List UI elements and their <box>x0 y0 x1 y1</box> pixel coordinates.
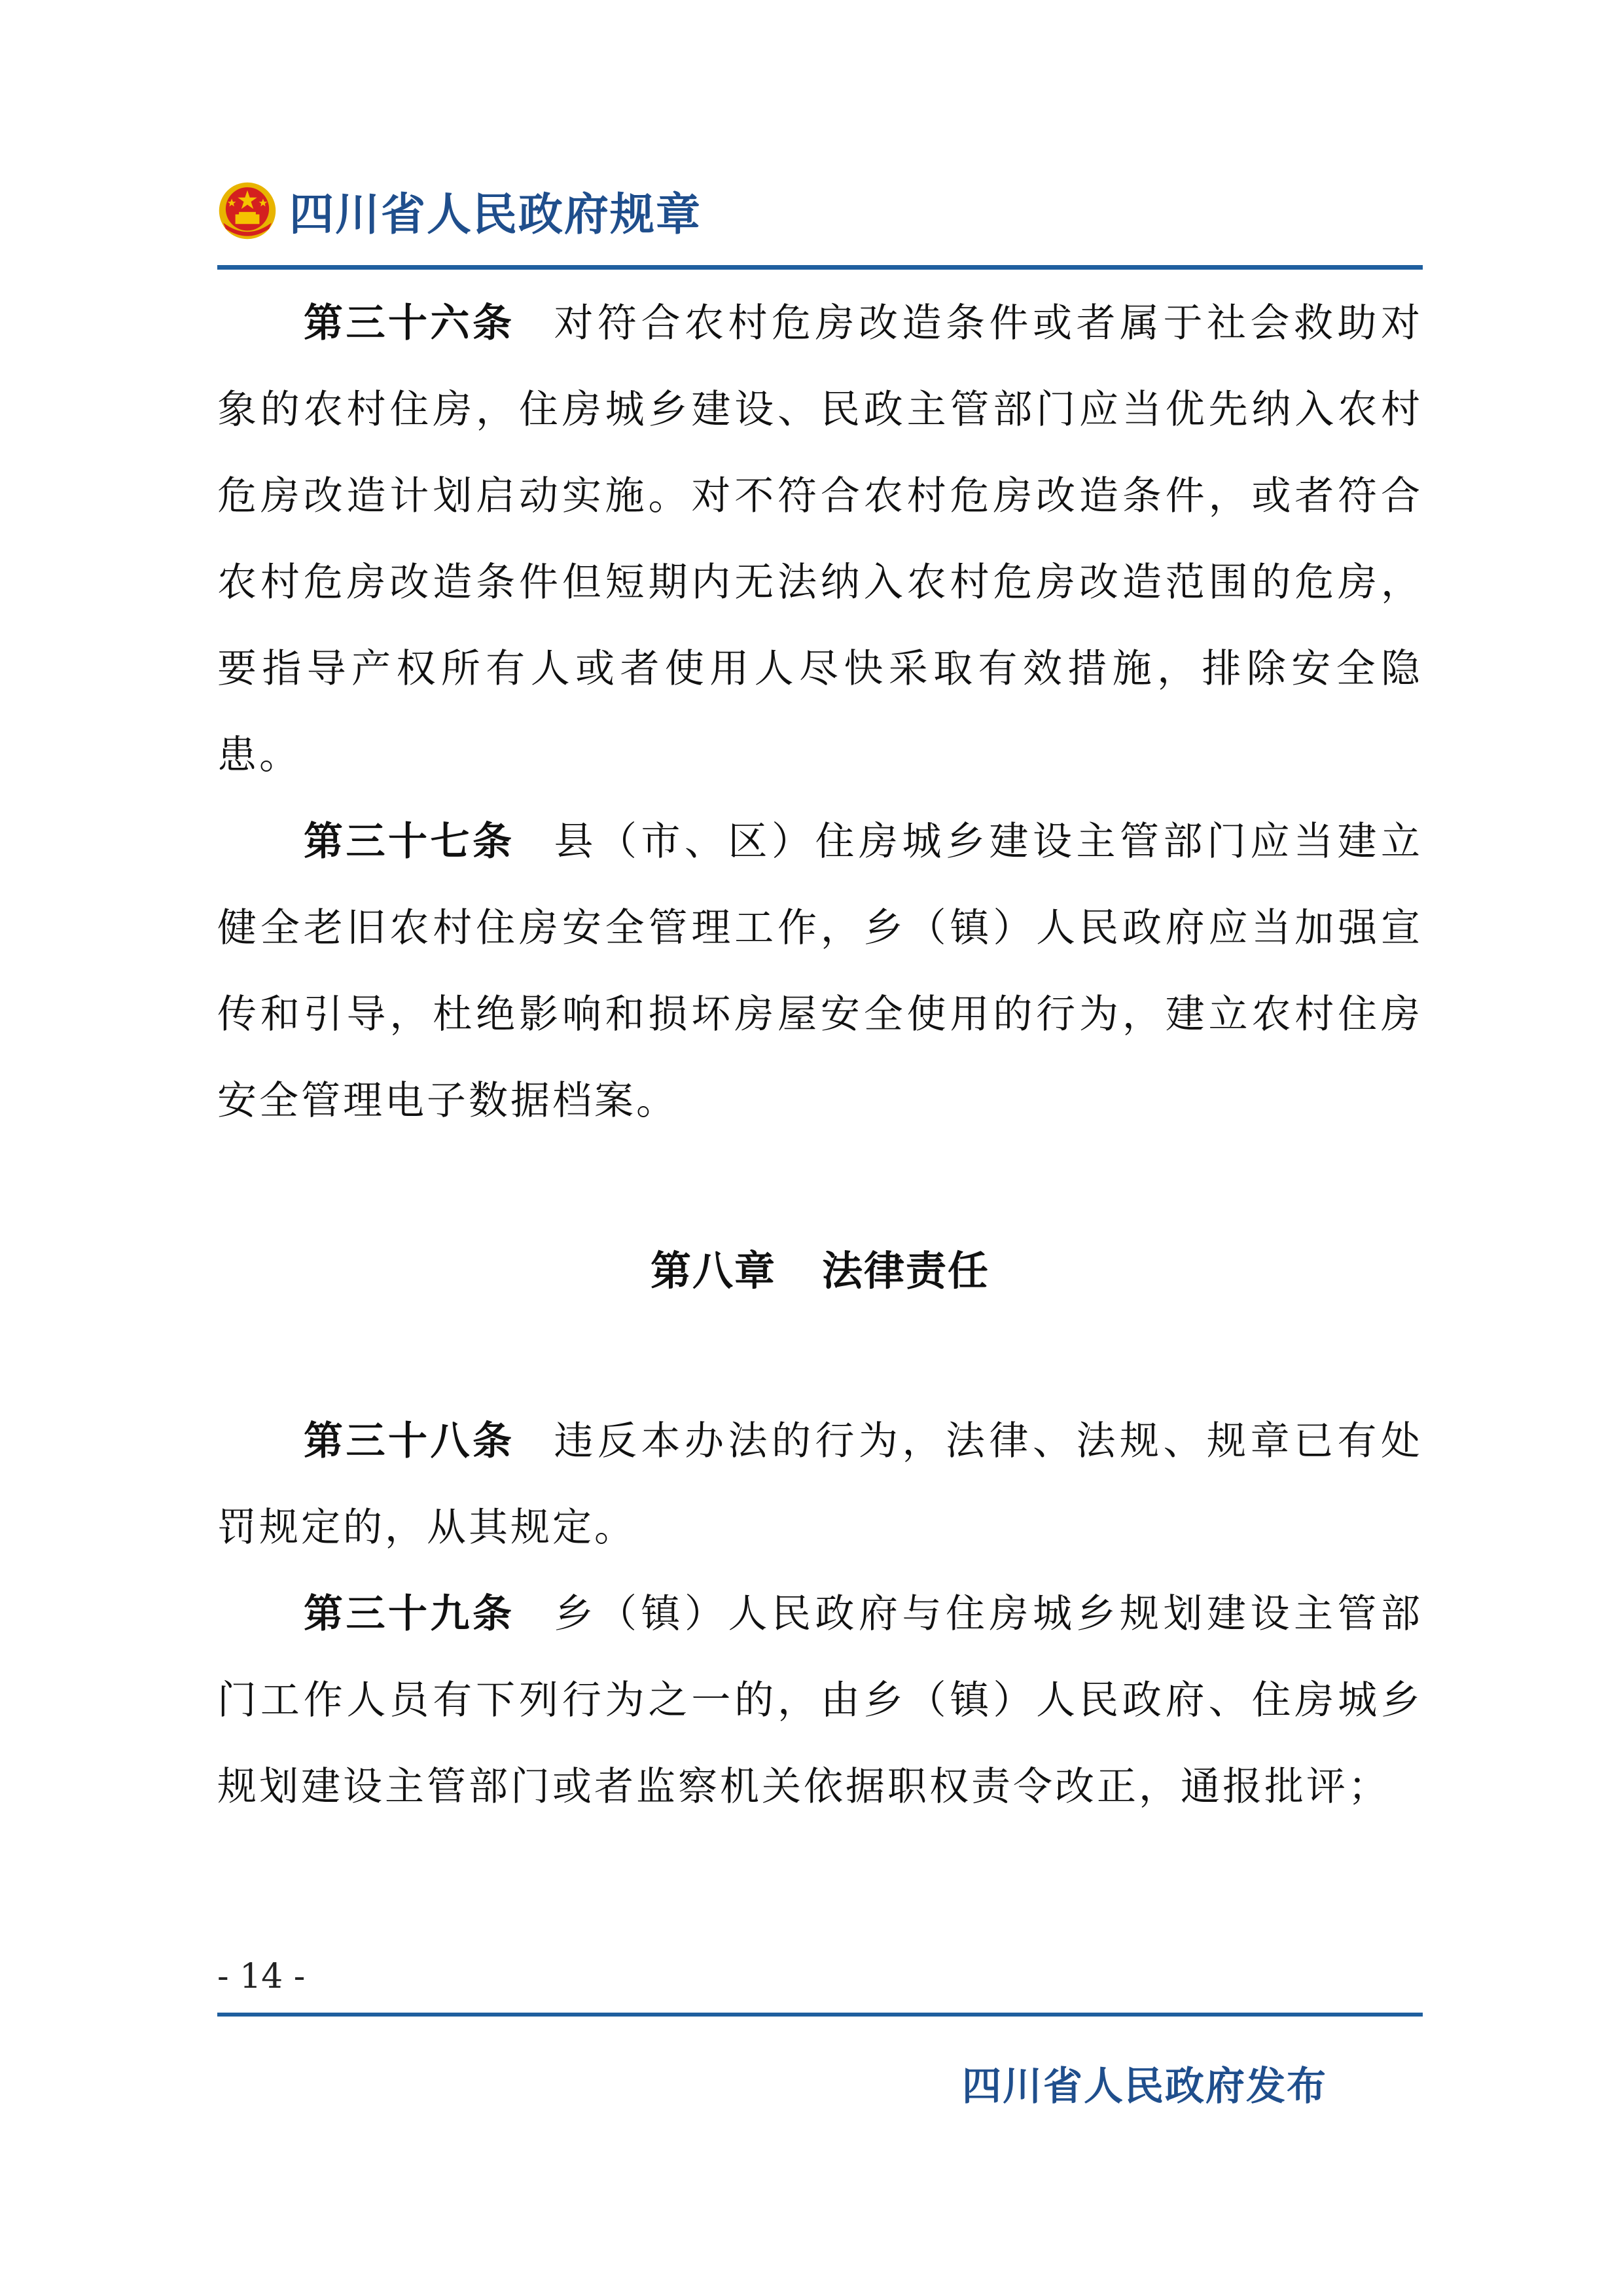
page-number: - 14 - <box>217 1957 306 1996</box>
chapter-title: 法律责任 <box>822 1247 990 1295</box>
article-37-label: 第三十七条 <box>304 819 515 865</box>
header-divider <box>217 265 1423 270</box>
article-38-label: 第三十八条 <box>304 1418 515 1464</box>
header-title: 四川省人民政府规章 <box>289 188 702 241</box>
article-37-text: 县（市、区）住房城乡建设主管部门应当建立健全老旧农村住房安全管理工作，乡（镇）人民政府应当加强宣传和引导，杜绝影响和损坏房屋安全使用的行为，建立农村住房安全管理电子数据档案。 <box>217 819 1423 1124</box>
article-39-text: 乡（镇）人民政府与住房城乡规划建设主管部门工作人员有下列行为之一的，由乡（镇）人民政府、住房城乡规划建设主管部门或者监察机关依据职权责令改正，通报批评； <box>217 1591 1423 1810</box>
article-36-text: 对符合农村危房改造条件或者属于社会救助对象的农村住房，住房城乡建设、民政主管部门应当优先纳入农村危房改造计划启动实施。对不符合农村危房改造条件，或者符合农村危房改造条件但短期内无法纳入农村危房改造范围的危房，要指导产权所有人或者使用人尽快采取有效措施，排除安全隐患。 <box>217 300 1423 778</box>
national-emblem-icon <box>217 181 277 241</box>
article-39-label: 第三十九条 <box>304 1591 515 1637</box>
document-body <box>217 280 1423 1830</box>
article-36-label: 第三十六条 <box>304 300 515 346</box>
article-36 <box>217 280 1423 798</box>
article-39 <box>217 1571 1423 1830</box>
footer-divider <box>217 2013 1423 2017</box>
document-header <box>217 171 702 250</box>
chapter-heading <box>217 1228 1423 1314</box>
article-38 <box>217 1398 1423 1571</box>
article-38-text: 违反本办法的行为，法律、法规、规章已有处罚规定的，从其规定。 <box>217 1418 1423 1551</box>
article-37 <box>217 798 1423 1144</box>
publisher-name: 四川省人民政府发布 <box>962 2064 1327 2109</box>
chapter-number: 第八章 <box>650 1247 776 1295</box>
